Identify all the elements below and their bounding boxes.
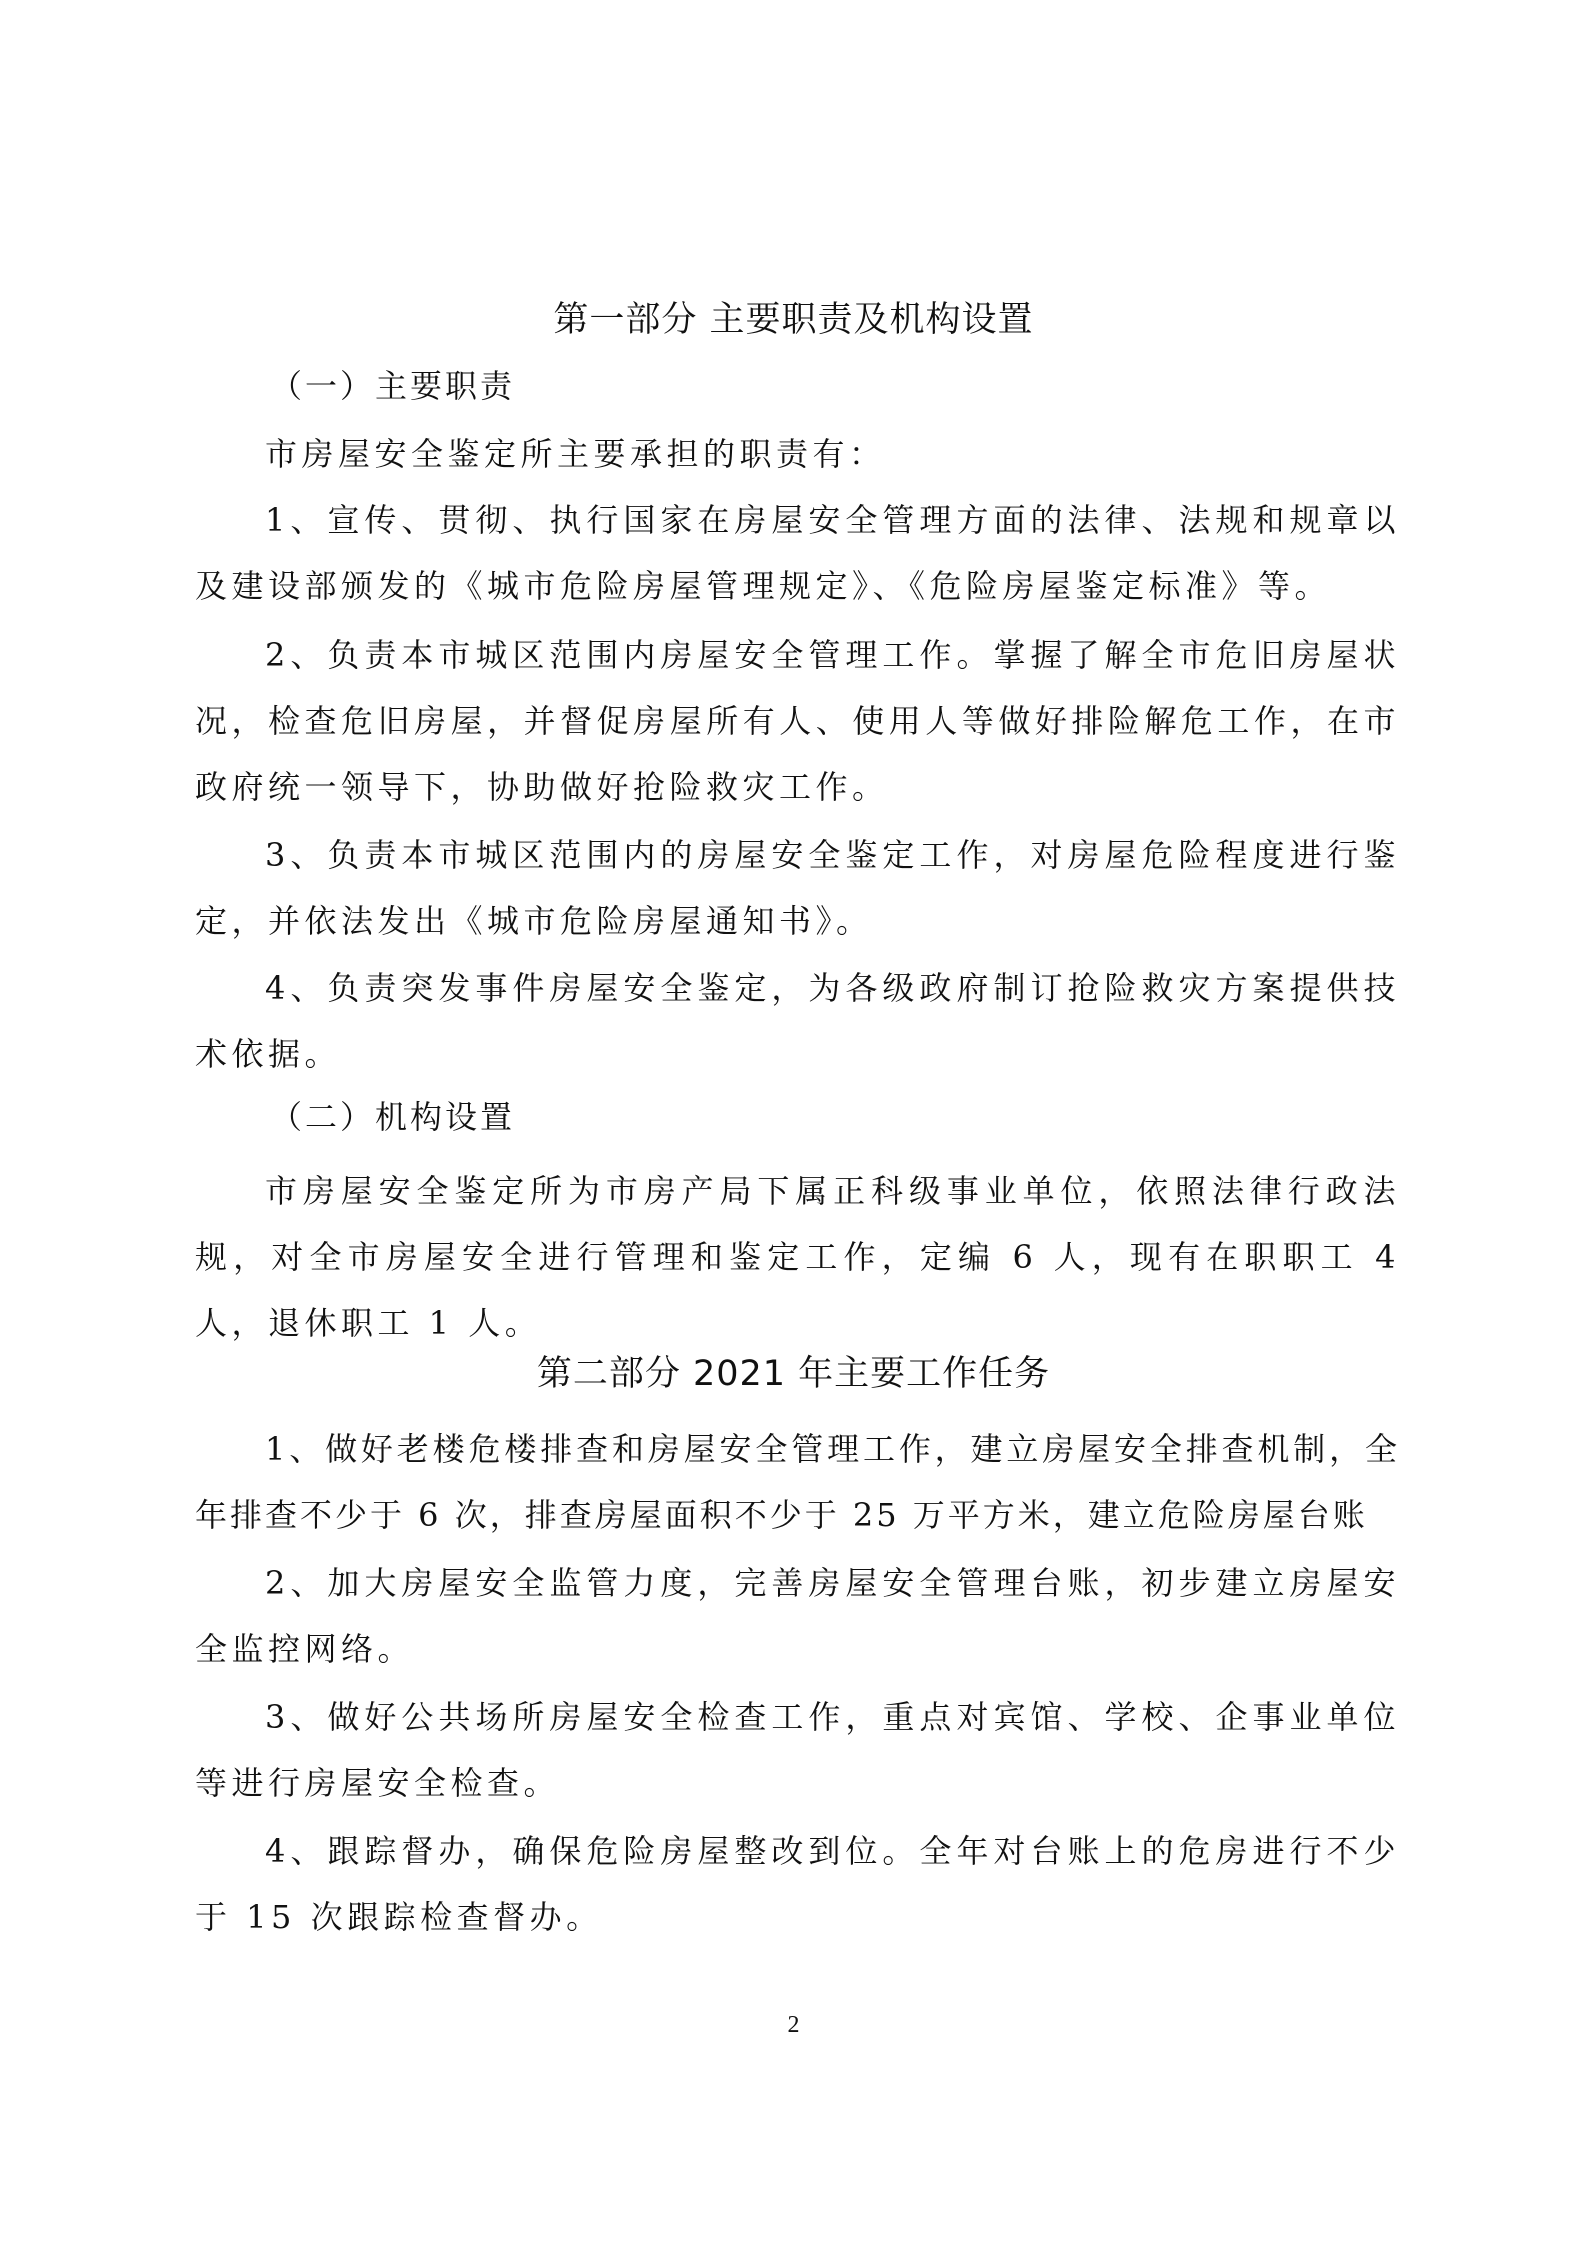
part1-title: 第一部分 主要职责及机构设置 [553, 300, 1034, 340]
page-number: 2 [787, 2012, 800, 2038]
task-item-4: 4、跟踪督办，确保危险房屋整改到位。全年对台账上的危房进行不少于 15 次跟踪检查督办。 [195, 1832, 1400, 1936]
task-item-1: 1、做好老楼危楼排查和房屋安全管理工作，建立房屋安全排查机制，全年排查不少于 6 次，排查房屋面积不少于 25 万平方米，建立危险房屋台账 [195, 1430, 1400, 1534]
duty-item-4: 4、负责突发事件房屋安全鉴定，为各级政府制订抢险救灾方案提供技术依据。 [195, 969, 1400, 1073]
part2-title: 第二部分 2021 年主要工作任务 [536, 1354, 1051, 1394]
duty-item-2: 2、负责本市城区范围内房屋安全管理工作。掌握了解全市危旧房屋状况，检查危旧房屋，并督促房屋所有人、使用人等做好排险解危工作，在市政府统一领导下，协助做好抢险救灾工作。 [195, 636, 1400, 806]
duty-item-3: 3、负责本市城区范围内的房屋安全鉴定工作，对房屋危险程度进行鉴定，并依法发出《城市危险房屋通知书》。 [195, 836, 1400, 940]
duties-intro: 市房屋安全鉴定所主要承担的职责有： [265, 435, 886, 473]
task-item-3: 3、做好公共场所房屋安全检查工作，重点对宾馆、学校、企事业单位等进行房屋安全检查。 [195, 1698, 1400, 1802]
duty-item-1: 1、宣传、贯彻、执行国家在房屋安全管理方面的法律、法规和规章以及建设部颁发的《城市危险房屋管理规定》、《危险房屋鉴定标准》等。 [195, 501, 1400, 605]
task-item-2: 2、加大房屋安全监管力度，完善房屋安全管理台账，初步建立房屋安全监控网络。 [195, 1564, 1400, 1668]
organization-text: 市房屋安全鉴定所为市房产局下属正科级事业单位，依照法律行政法规，对全市房屋安全进行管理和鉴定工作，定编 6 人，现有在职职工 4 人，退休职工 1 人。 [195, 1172, 1400, 1342]
section-heading-organization: （二）机构设置 [270, 1098, 516, 1136]
section-heading-duties: （一）主要职责 [270, 367, 516, 405]
